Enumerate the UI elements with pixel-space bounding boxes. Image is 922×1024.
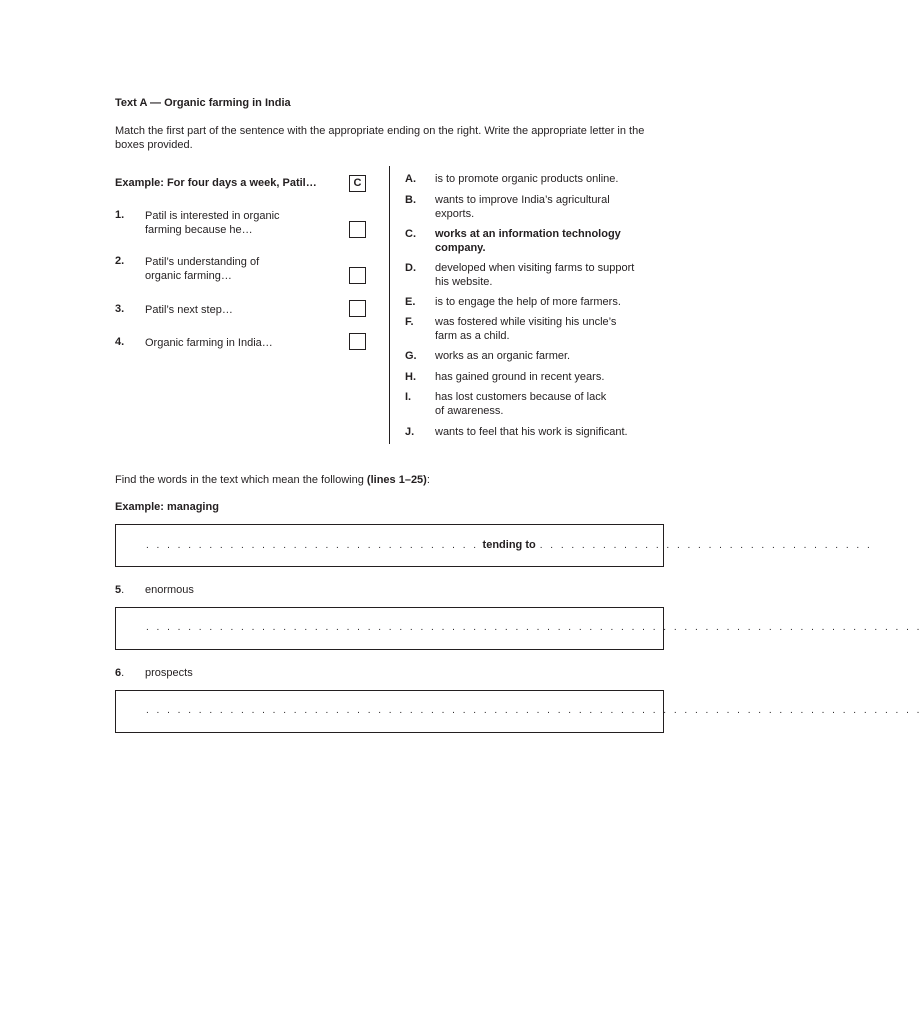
option-letter: A.: [405, 173, 416, 185]
option-text: [435, 173, 675, 187]
option-line: is to engage the help of more farmers.: [435, 296, 621, 308]
option-text: [435, 316, 675, 343]
option-text: [435, 391, 675, 418]
answer-box-2[interactable]: [349, 267, 366, 284]
option-text: [435, 350, 675, 364]
question-number: 3.: [115, 303, 125, 315]
item-word: prospects: [145, 667, 193, 679]
answer-field-6[interactable]: [115, 690, 922, 733]
find-words-lines: (lines 1–25): [366, 474, 427, 486]
question-text: Organic farming in India…: [145, 337, 273, 349]
question-line: Patil’s understanding of: [145, 256, 260, 268]
item-period: .: [121, 584, 125, 596]
option-letter: B.: [405, 194, 416, 206]
dotted-line-right: . . . . . . . . . . . . . . . . . . . . . . . . . . . . . . . .: [539, 540, 873, 551]
option-letter: G.: [405, 350, 417, 362]
option-line: is to promote organic products online.: [435, 173, 619, 185]
option-text: [435, 426, 675, 440]
question-line: Patil is interested in organic: [145, 210, 280, 222]
option-line: company.: [435, 241, 486, 254]
item-number: 5: [115, 584, 122, 596]
answer-box-4[interactable]: [349, 333, 366, 350]
item-number: 6: [115, 667, 122, 679]
question-line: organic farming…: [145, 270, 232, 282]
dotted-line: . . . . . . . . . . . . . . . . . . . . . . . . . . . . . . . . . . . . . . . . . . . . . . . . . . . . . . . . . . . . . . . . . . . . . . . . . .: [146, 705, 922, 716]
find-words-instruction: [115, 474, 430, 486]
instructions: Match the first part of the sentence with the appropriate ending on the right. Write the appropriate letter in the boxes provided.: [115, 125, 645, 151]
item-label: [115, 584, 124, 596]
option-line: was fostered while visiting his uncle’s: [435, 316, 617, 328]
answer-box-3[interactable]: [349, 300, 366, 317]
option-line: has lost customers because of lack: [435, 391, 607, 403]
option-line: works at an information technology: [435, 228, 621, 240]
option-letter: H.: [405, 371, 416, 383]
item-word: enormous: [145, 584, 194, 596]
item-period: .: [121, 667, 125, 679]
section-title: Text A — Organic farming in India: [115, 97, 291, 109]
find-words-suffix: :: [426, 474, 430, 486]
option-line: has gained ground in recent years.: [435, 371, 605, 383]
example-text: Example: For four days a week, Patil…: [115, 177, 317, 189]
example-answer-line: [146, 539, 872, 551]
option-line: wants to improve India’s agricultural: [435, 194, 610, 206]
example-answer-field: [115, 524, 873, 567]
option-line: developed when visiting farms to support: [435, 262, 635, 274]
question-text: [145, 209, 280, 237]
option-letter: F.: [405, 316, 414, 328]
column-divider: [389, 166, 390, 444]
option-text: [435, 228, 675, 255]
example-answer-box: C: [349, 175, 366, 192]
item-label: [115, 667, 124, 679]
answer-box-1[interactable]: [349, 221, 366, 238]
option-text: [435, 262, 675, 289]
option-line: farm as a child.: [435, 329, 510, 342]
option-text: [435, 371, 675, 385]
question-text: Patil’s next step…: [145, 304, 233, 316]
dotted-line: . . . . . . . . . . . . . . . . . . . . . . . . . . . . . . . . . . . . . . . . . . . . . . . . . . . . . . . . . . . . . . . . . . . . . . . . . .: [146, 622, 922, 633]
option-text: [435, 296, 675, 310]
option-line: exports.: [435, 207, 475, 220]
question-text: [145, 255, 259, 283]
option-letter: J.: [405, 426, 415, 438]
option-line: his website.: [435, 275, 493, 288]
question-number: 2.: [115, 255, 125, 267]
option-letter: D.: [405, 262, 416, 274]
answer-field-5[interactable]: [115, 607, 922, 650]
question-line: farming because he…: [145, 224, 253, 236]
option-line: of awareness.: [435, 404, 504, 417]
option-line: works as an organic farmer.: [435, 350, 571, 362]
option-letter: E.: [405, 296, 416, 308]
option-line: wants to feel that his work is significant.: [435, 426, 628, 438]
example-managing-label: Example: managing: [115, 501, 219, 513]
find-words-prefix: Find the words in the text which mean the following: [115, 474, 367, 486]
dotted-line-left: . . . . . . . . . . . . . . . . . . . . . . . . . . . . . . . .: [146, 540, 479, 551]
option-text: [435, 194, 675, 221]
option-letter: I.: [405, 391, 412, 403]
question-number: 4.: [115, 336, 125, 348]
option-letter: C.: [405, 228, 416, 240]
example-answer: tending to: [482, 539, 536, 551]
question-number: 1.: [115, 209, 125, 221]
